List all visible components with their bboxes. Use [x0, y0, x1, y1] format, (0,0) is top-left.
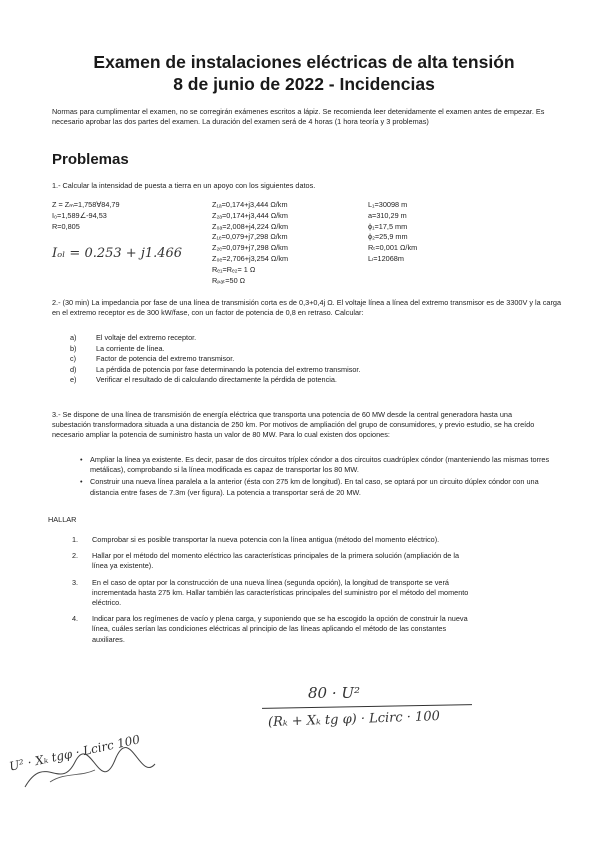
question-number: 4. — [72, 614, 79, 624]
problem1-col2 — [212, 200, 288, 286]
question-text: Hallar por el método del momento eléctrico las características principales de la primera solución (ampliación de la línea ya existente). — [92, 551, 460, 571]
p1-col2-row: Z₁ₐ=0,174+j3,444 Ω/km — [212, 200, 288, 209]
bullet-text: Ampliar la línea ya existente. Es decir, pasar de dos circuitos tríplex cóndor a dos circuitos cuadrúplex cóndor (manteniendo las mismas torres metálicas), comprobando si la línea modificada es capaz de transportar los 80 MW. — [90, 455, 550, 475]
p1-col2-row: Rₚₐₜ=50 Ω — [212, 275, 246, 285]
bullet-icon: • — [80, 477, 83, 487]
handwritten-denominator: (Rₖ + Xₖ tg φ) · Lcirc · 100 — [267, 709, 441, 730]
section-title: Problemas — [52, 151, 129, 168]
item-label: d) — [70, 364, 77, 374]
p1-col1-row: I₀=1,589∠-94,53 — [52, 210, 107, 220]
exam-instructions: Normas para cumplimentar el examen, no se corregirán exámenes escritos a lápiz. Se recomienda leer detenidamente el examen antes de empezar. Es necesario aprobar las dos partes del examen. La duración del examen será de 4 horas (1 hora teoría y 3 problemas) — [52, 107, 545, 127]
question-item — [72, 535, 472, 545]
signature-scribble-icon — [20, 742, 170, 802]
handwritten-answer: Iₒₗ = 0.253 + j1.466 — [52, 246, 183, 261]
question-item — [72, 614, 472, 645]
question-item — [72, 578, 472, 609]
problem2-items — [70, 333, 550, 386]
handwritten-signature: U² · Xₖ tgφ · Lcirc 100 — [8, 732, 142, 774]
p1-col3-row: ϕ₂=25,9 mm — [368, 232, 408, 242]
p1-col1-row: R=0,805 — [52, 221, 80, 231]
p1-col3-row: Rₜ=0,001 Ω/km — [368, 243, 418, 253]
problem3-questions — [72, 535, 472, 651]
hallar-label: HALLAR — [48, 515, 77, 524]
item-text: Factor de potencia del extremo transmisor. — [96, 354, 235, 364]
exam-title-line1: Examen de instalaciones eléctricas de alta tensión — [93, 52, 515, 72]
item-label: a) — [70, 333, 77, 342]
p1-col2-row: Rₑ₁=Rₑ₂= 1 Ω — [212, 264, 256, 274]
p1-col3-row: a=310,29 m — [368, 210, 407, 220]
exam-title-line2: 8 de junio de 2022 - Incidencias — [173, 74, 435, 94]
handwritten-numerator: 80 · U² — [308, 684, 361, 702]
bullet-text: Construir una nueva línea paralela a la anterior (ésta con 275 km de longitud). En tal caso, se optará por un circuito dúplex cóndor con una distancia entre fases de 7.3m (ver figura). La potencia a transportar será de 20 MW. — [90, 477, 539, 497]
problem1-statement: 1.- Calcular la intensidad de puesta a tierra en un apoyo con los siguientes datos. — [52, 181, 316, 190]
item-text: Verificar el resultado de di calculando directamente la pérdida de potencia. — [96, 375, 337, 385]
p1-col2-row: Z₀ₐ=2,008+j4,224 Ω/km — [212, 221, 289, 231]
problem2-item — [70, 344, 550, 355]
item-text: La pérdida de potencia por fase determinando la potencia del extremo transmisor. — [96, 364, 361, 374]
p1-col2-row: Z₂ₐ=0,174+j3,444 Ω/km — [212, 210, 288, 220]
item-label: e) — [70, 375, 77, 385]
bullet-icon: • — [80, 455, 83, 464]
question-number: 2. — [72, 551, 79, 561]
fraction-line — [262, 704, 472, 709]
p1-col2-row: Z₀ₑ=2,706+j3,254 Ω/km — [212, 253, 289, 263]
problem2-statement: 2.- (30 min) La impedancia por fase de una línea de transmisión corta es de 0,3+0,4j Ω. El voltaje línea a línea del extremo transmisor es de 3300V y la carga en el extremo receptor es de 300 kW/fase, con un factor de potencia de 0,8 en retraso. Calcular: — [52, 298, 562, 318]
question-number: 1. — [72, 535, 79, 544]
problem3-bullet — [80, 455, 560, 475]
p1-col2-row: Z₁ₑ=0,079+j7,298 Ω/km — [212, 232, 288, 242]
problem3-bullets — [80, 455, 560, 498]
p1-col3-row: L₁=30098 m — [368, 200, 408, 209]
problem2-item — [70, 333, 550, 344]
problem3-statement: 3.- Se dispone de una línea de transmisión de energía eléctrica que transporta una potencia de 60 MW desde la central generadora hasta una subestación transformadora situada a una distancia de 250 km. Por motivos de ampliación del grupo de consumidores, y previo estudio, se ha creído necesario ampliar la potencia de suministro hasta un valor de 80 MW. Para lo cual existen dos opciones: — [52, 410, 535, 440]
problem2-item — [70, 375, 550, 386]
item-text: La corriente de línea. — [96, 343, 165, 353]
problem1-col3 — [368, 200, 417, 265]
item-label: b) — [70, 343, 77, 353]
question-item — [72, 551, 472, 571]
p1-col1-row: Z = Zₘ=1,758∀84,79 — [52, 200, 120, 209]
p1-col2-row: Z₂ₑ=0,079+j7,298 Ω/km — [212, 243, 288, 253]
p1-col3-row: ϕ₁=17,5 mm — [368, 221, 408, 231]
question-text: Comprobar si es posible transportar la nueva potencia con la línea antigua (método del momento eléctrico). — [92, 535, 440, 544]
problem2-item — [70, 365, 550, 376]
problem1-col1 — [52, 200, 120, 232]
item-text: El voltaje del extremo receptor. — [96, 333, 197, 342]
question-number: 3. — [72, 577, 79, 587]
question-text: En el caso de optar por la construcción de una nueva línea (segunda opción), la longitud de transporte se verá incrementada hasta 275 km. Hallar también las características principales del suministro por el método del momento eléctrico. — [92, 577, 469, 608]
p1-col3-row: Lₗ=12068m — [368, 253, 404, 263]
question-text: Indicar para los regímenes de vacío y plena carga, y suponiendo que se ha escogido la opción de construir la nueva línea, cuáles serían las condiciones eléctricas al principio de las líneas aplicando el método de las constantes auxiliares. — [92, 614, 468, 644]
item-label: c) — [70, 354, 77, 364]
problem3-bullet — [80, 477, 560, 497]
problem2-item — [70, 354, 550, 365]
